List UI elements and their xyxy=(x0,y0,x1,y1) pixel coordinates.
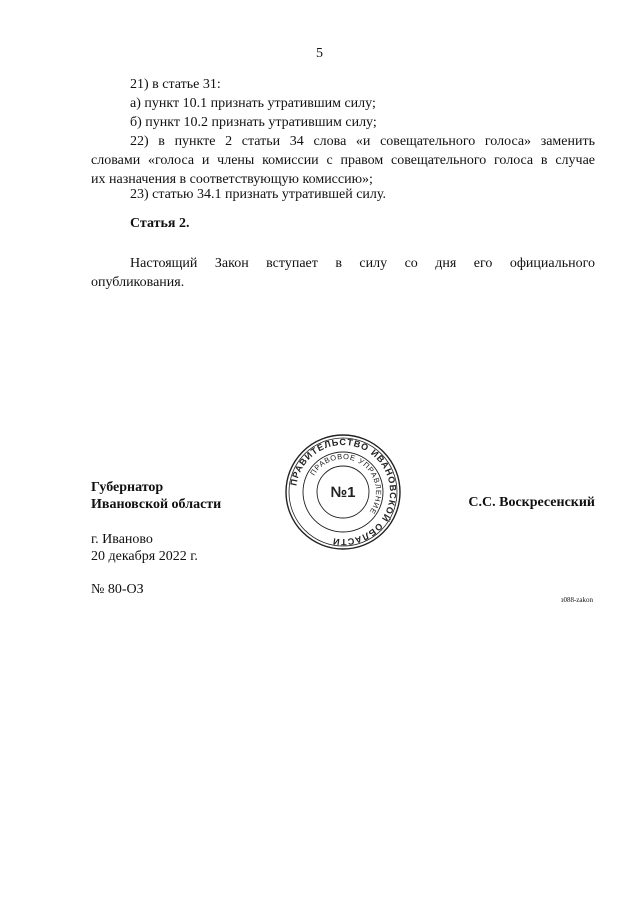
item-21-a: а) пункт 10.1 признать утратившим силу; xyxy=(130,96,376,111)
signer-title-line2: Ивановской области xyxy=(91,497,222,512)
seal-number: №1 xyxy=(330,484,356,501)
item-22-line3: их назначения в соответствующую комиссию»; xyxy=(91,172,373,187)
law-number: № 80-ОЗ xyxy=(91,582,144,597)
official-seal xyxy=(284,433,402,551)
article-2-text-line2: опубликования. xyxy=(91,275,185,290)
file-code: з088-zakon xyxy=(560,596,593,604)
item-21: 21) в статье 31: xyxy=(130,77,221,92)
item-22-line1: 22) в пункте 2 статьи 34 слова «и совещательного голоса» заменить xyxy=(130,134,595,149)
signer-title-line1: Губернатор xyxy=(91,480,164,495)
seal-outer-text: ПРАВИТЕЛЬСТВО ИВАНОВСКОЙ ОБЛАСТИ xyxy=(288,436,399,548)
signing-date: 20 декабря 2022 г. xyxy=(91,549,198,564)
signer-name: С.С. Воскресенский xyxy=(468,495,595,510)
place: г. Иваново xyxy=(91,532,153,547)
seal-graphic xyxy=(284,433,402,551)
item-21-b: б) пункт 10.2 признать утратившим силу; xyxy=(130,115,377,130)
article-2-heading: Статья 2. xyxy=(130,216,190,231)
item-23: 23) статью 34.1 признать утратившей силу. xyxy=(130,187,386,202)
page-number: 5 xyxy=(316,46,323,61)
item-22-line2: словами «голоса и члены комиссии с правом совещательного голоса в случае xyxy=(91,153,595,168)
seal-inner-text: ПРАВОВОЕ УПРАВЛЕНИЕ xyxy=(308,451,384,517)
article-2-text-line1: Настоящий Закон вступает в силу со дня его официального xyxy=(130,256,595,271)
